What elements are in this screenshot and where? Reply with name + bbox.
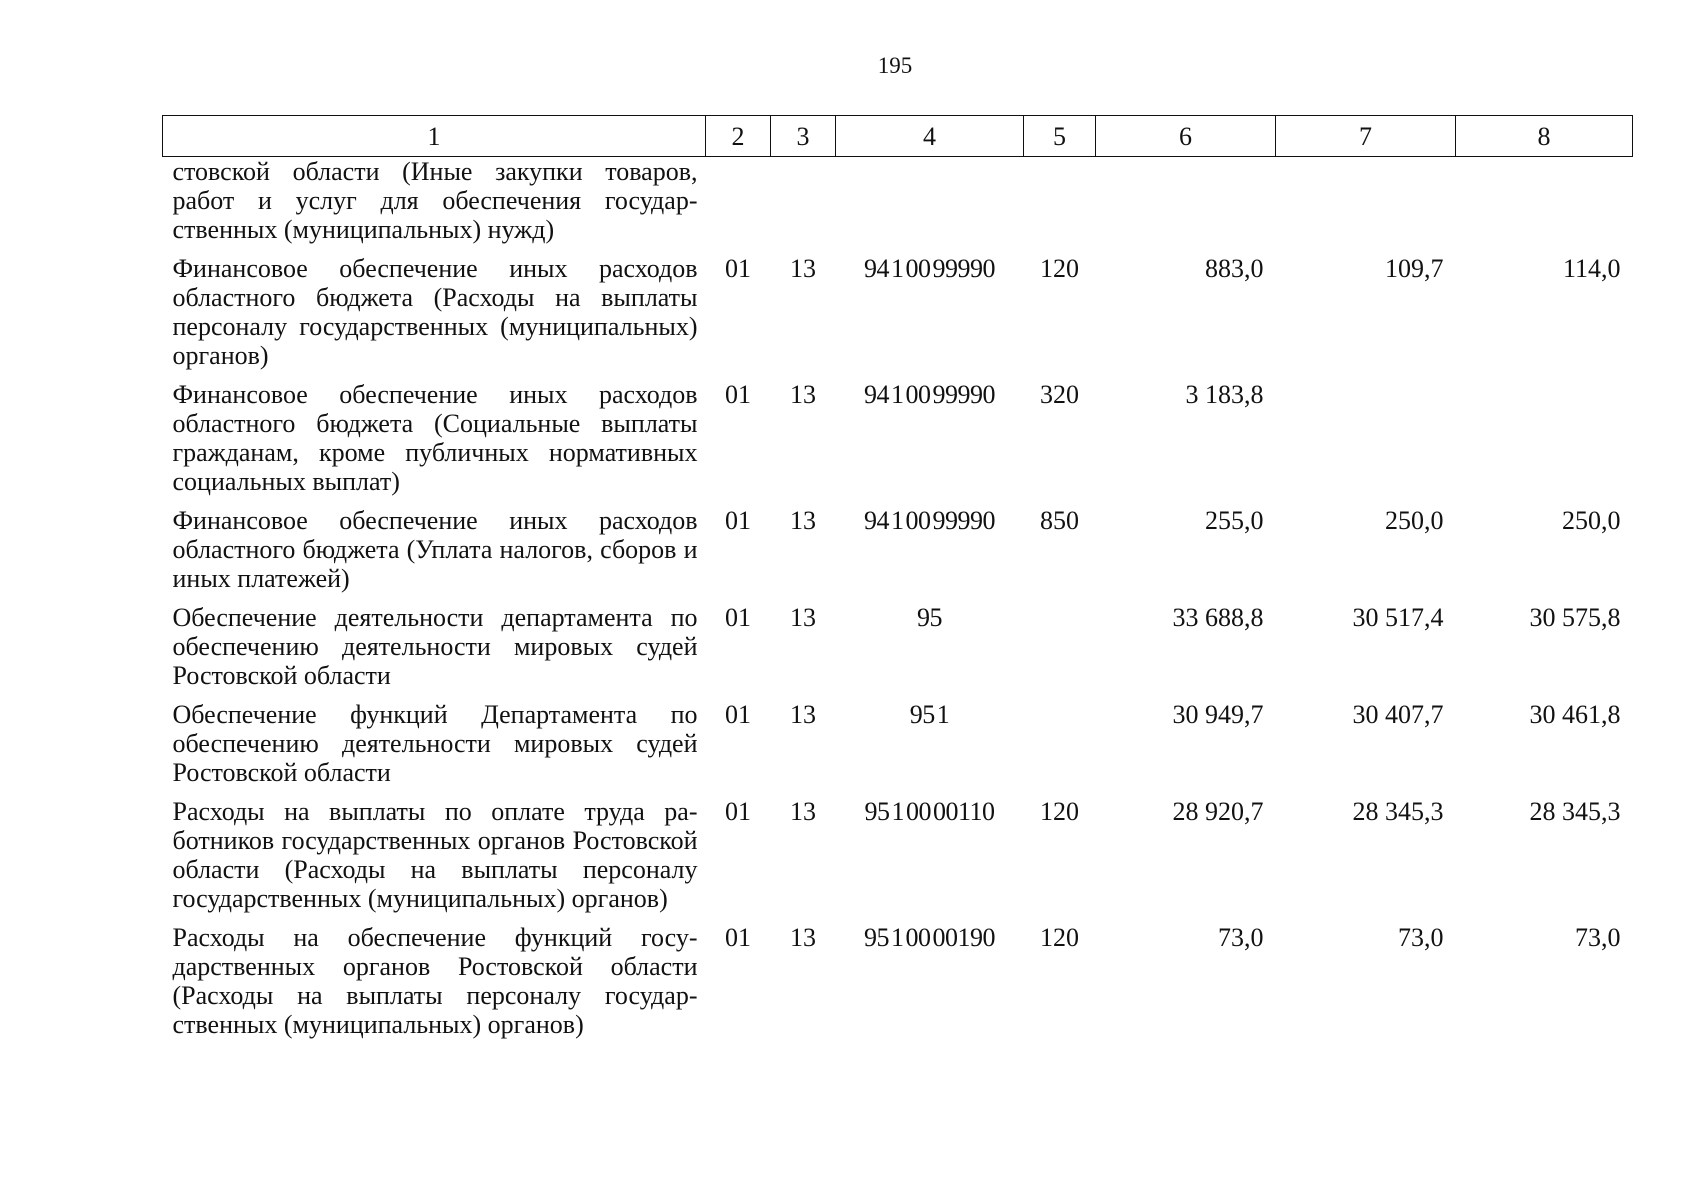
row-target-code: 95 bbox=[917, 603, 942, 632]
table-row bbox=[163, 157, 1633, 255]
column-header-4: 4 bbox=[836, 116, 1024, 157]
row-expense-type: 320 bbox=[1040, 380, 1079, 409]
row-description: Финансовое обеспечение иных расходов областного бюджета (Уплата налогов, сборов и иных платежей) bbox=[172, 506, 698, 593]
row-amount-8: 114,0 bbox=[1562, 254, 1621, 283]
row-subsection: 13 bbox=[790, 254, 816, 283]
column-header-5: 5 bbox=[1024, 116, 1096, 157]
row-section: 01 bbox=[725, 923, 751, 952]
table-row bbox=[163, 380, 1633, 506]
row-subsection bbox=[771, 157, 836, 255]
row-description: Расходы на выплаты по оплате труда работников государственных органов Ростовской области (Расходы на выплаты персоналу государственных (муниципальных) органов) bbox=[172, 797, 698, 913]
row-expense-type bbox=[1024, 157, 1096, 255]
row-section bbox=[706, 157, 771, 255]
row-expense-type: 120 bbox=[1040, 923, 1079, 952]
row-expense-type: 850 bbox=[1040, 506, 1079, 535]
row-amount-6: 255,0 bbox=[1205, 506, 1264, 535]
row-target-code: 94 1 00 99990 bbox=[864, 380, 995, 409]
table-row bbox=[163, 700, 1633, 797]
page-number: 195 bbox=[877, 53, 913, 78]
row-section: 01 bbox=[725, 797, 751, 826]
row-amount-8 bbox=[1456, 380, 1633, 506]
row-amount-7: 30 517,4 bbox=[1352, 603, 1444, 632]
row-amount-6 bbox=[1096, 157, 1276, 255]
row-description: Обеспечение деятельности департамента по обеспечению деятельности мировых судей Ростовской области bbox=[172, 603, 698, 690]
row-target-code: 94 1 00 99990 bbox=[864, 254, 995, 283]
row-section: 01 bbox=[725, 254, 751, 283]
row-section: 01 bbox=[725, 506, 751, 535]
table-row bbox=[163, 603, 1633, 700]
column-header-3: 3 bbox=[771, 116, 836, 157]
row-description: Расходы на обеспечение функций государственных органов Ростовской области (Расходы на выплаты персоналу государственных (муниципальных) органов) bbox=[172, 923, 698, 1039]
header-row bbox=[163, 116, 1633, 157]
table-row bbox=[163, 923, 1633, 1049]
row-section: 01 bbox=[725, 603, 751, 632]
row-expense-type bbox=[1024, 603, 1096, 700]
row-target-code: 94 1 00 99990 bbox=[864, 506, 995, 535]
budget-table bbox=[162, 115, 1633, 1049]
row-amount-7: 250,0 bbox=[1385, 506, 1444, 535]
row-expense-type: 120 bbox=[1040, 254, 1079, 283]
row-amount-8: 30 575,8 bbox=[1529, 603, 1621, 632]
row-amount-7 bbox=[1276, 157, 1456, 255]
column-header-8: 8 bbox=[1456, 116, 1633, 157]
row-section: 01 bbox=[725, 700, 751, 729]
column-header-1: 1 bbox=[163, 116, 706, 157]
row-target-code bbox=[836, 157, 1024, 255]
row-subsection: 13 bbox=[790, 797, 816, 826]
row-amount-6: 30 949,7 bbox=[1172, 700, 1264, 729]
row-description: Финансовое обеспечение иных расходов областного бюджета (Социальные выплаты гражданам, кроме публичных нормативных социальных выплат) bbox=[172, 380, 698, 496]
row-amount-7: 28 345,3 bbox=[1352, 797, 1444, 826]
table-row bbox=[163, 254, 1633, 380]
table-row bbox=[163, 506, 1633, 603]
row-subsection: 13 bbox=[790, 700, 816, 729]
row-amount-8 bbox=[1456, 157, 1633, 255]
table-row bbox=[163, 797, 1633, 923]
row-expense-type: 120 bbox=[1040, 797, 1079, 826]
row-subsection: 13 bbox=[790, 603, 816, 632]
row-subsection: 13 bbox=[790, 380, 816, 409]
row-target-code: 95 1 00 00110 bbox=[864, 797, 995, 826]
row-amount-8: 73,0 bbox=[1575, 923, 1621, 952]
row-amount-6: 73,0 bbox=[1218, 923, 1264, 952]
row-amount-6: 28 920,7 bbox=[1172, 797, 1264, 826]
row-amount-7: 109,7 bbox=[1385, 254, 1444, 283]
row-amount-8: 30 461,8 bbox=[1529, 700, 1621, 729]
row-amount-6: 3 183,8 bbox=[1185, 380, 1264, 409]
row-subsection: 13 bbox=[790, 923, 816, 952]
row-amount-7: 30 407,7 bbox=[1352, 700, 1444, 729]
row-amount-7 bbox=[1276, 380, 1456, 506]
row-section: 01 bbox=[725, 380, 751, 409]
column-header-2: 2 bbox=[706, 116, 771, 157]
row-amount-6: 883,0 bbox=[1205, 254, 1264, 283]
row-description: Обеспечение функций Департамента по обеспечению деятельности мировых судей Ростовской области bbox=[172, 700, 698, 787]
row-amount-6: 33 688,8 bbox=[1172, 603, 1264, 632]
row-amount-8: 250,0 bbox=[1562, 506, 1621, 535]
row-expense-type bbox=[1024, 700, 1096, 797]
row-target-code: 95 1 00 00190 bbox=[864, 923, 995, 952]
row-subsection: 13 bbox=[790, 506, 816, 535]
row-target-code: 95 1 bbox=[909, 700, 950, 729]
row-description: Финансовое обеспечение иных расходов областного бюджета (Расходы на выплаты персоналу государственных (муниципальных) органов) bbox=[172, 254, 698, 370]
column-header-7: 7 bbox=[1276, 116, 1456, 157]
column-header-6: 6 bbox=[1096, 116, 1276, 157]
row-amount-8: 28 345,3 bbox=[1529, 797, 1621, 826]
row-description: стовской области (Иные закупки товаров, работ и услуг для обеспечения государственных (муниципальных) нужд) bbox=[172, 157, 698, 244]
row-amount-7: 73,0 bbox=[1398, 923, 1444, 952]
